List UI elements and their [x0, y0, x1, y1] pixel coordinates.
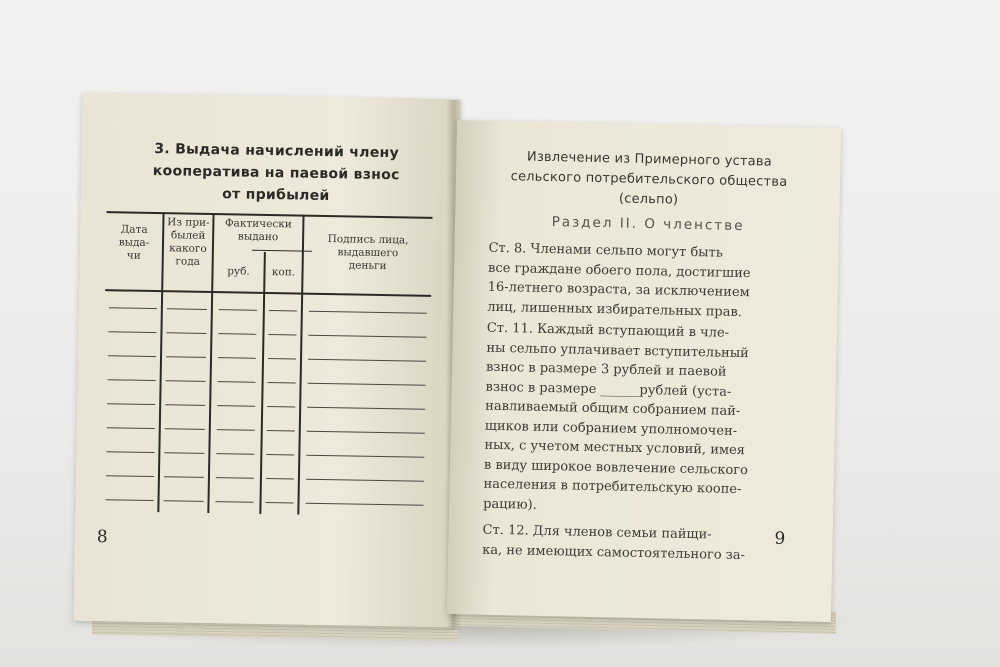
text-line: взнос в размере 3 рублей и паевой [485, 359, 727, 380]
header-text: былей [170, 229, 206, 242]
text-line: в виду широкое вовлечение сельского [483, 457, 749, 478]
page-number-right: 9 [774, 528, 786, 549]
header-text: Дата [120, 223, 148, 236]
text-line: взнос в размере ______рублей (уста- [485, 379, 732, 400]
blank-entry-line [307, 407, 425, 410]
header-text: выда- [118, 236, 150, 249]
blank-entry-line [166, 332, 206, 334]
col-issued-header [214, 217, 302, 245]
left-page-title [121, 137, 432, 208]
text-line: лиц, лишенных избирательных прав. [487, 299, 743, 320]
blank-entry-line [109, 307, 157, 309]
header-text: Из при- [167, 216, 210, 229]
text-line: Ст. 11. Каждый вступающий в чле- [486, 320, 730, 341]
header-text: года [175, 255, 201, 268]
blank-entry-line [218, 357, 256, 359]
blank-entry-line [107, 403, 155, 405]
article-11 [483, 319, 809, 521]
blank-entry-line [106, 475, 154, 477]
left-page [73, 93, 460, 628]
page-number-left: 8 [96, 527, 108, 548]
blank-entry-line [106, 451, 154, 453]
blank-entry-line [106, 499, 154, 501]
blank-entry-line [267, 406, 295, 407]
col-signature-header [304, 233, 433, 274]
right-title-line: Извлечение из Примерного устава [526, 149, 773, 170]
blank-entry-line [167, 308, 207, 310]
header-text: Подпись лица, [327, 233, 409, 247]
blank-entry-line [108, 355, 156, 357]
blank-entry-line [305, 503, 423, 506]
blank-entry-line [164, 452, 204, 454]
article-8 [487, 239, 811, 324]
col-rub-header: руб. [227, 265, 250, 278]
blank-entry-line [219, 309, 257, 311]
right-page-title [483, 147, 814, 214]
text-line: щиков или собранием уполномочен- [484, 418, 738, 439]
blank-entry-line [308, 383, 426, 386]
blank-entry-line [307, 431, 425, 434]
blank-entry-line [306, 479, 424, 482]
text-line: все граждане обоего пола, достигшие [487, 260, 751, 281]
right-title-line: сельского потребительского общества [510, 169, 788, 190]
header-text: деньги [348, 259, 387, 273]
blank-entry-line [216, 453, 254, 455]
col-year-header [164, 216, 213, 269]
blank-entry-line [218, 333, 256, 335]
blank-entry-line [165, 404, 205, 406]
text-line: населения в потребительскую коопе- [483, 476, 742, 498]
blank-entry-line [268, 334, 296, 335]
header-text: выдано [237, 230, 279, 244]
blank-entry-line [107, 427, 155, 429]
blank-entry-line [218, 381, 256, 383]
right-title-line: (сельпо) [618, 191, 679, 208]
text-line: навливаемый общим собранием пай- [485, 398, 741, 420]
blank-entry-line [217, 405, 255, 407]
blank-entry-line [165, 428, 205, 430]
header-text: чи [126, 249, 141, 262]
blank-entry-line [268, 382, 296, 383]
blank-entry-line [308, 359, 426, 362]
blank-entry-line [306, 455, 424, 458]
blank-entry-line [216, 477, 254, 479]
blank-entry-line [309, 311, 427, 314]
blank-entry-line [164, 476, 204, 478]
text-line: ных, с учетом местных условий, имея [484, 437, 746, 459]
text-line: ка, не имеющих самостоятельного за- [482, 542, 746, 563]
table-header-rule [105, 289, 431, 297]
left-title-line: от прибылей [222, 186, 330, 205]
left-title-line: 3. Выдача начислений члену [154, 141, 400, 162]
blank-entry-line [269, 310, 297, 311]
col-date-header [106, 223, 163, 263]
blank-entry-line [166, 356, 206, 358]
text-line: рацию). [483, 496, 537, 513]
blank-entry-line [268, 358, 296, 359]
blank-entry-line [108, 331, 156, 333]
section-heading: Раздел II. О членстве [551, 214, 745, 235]
text-line: 16-летнего возраста, за исключением [487, 279, 750, 301]
article-12 [482, 521, 805, 567]
blank-entry-line [266, 502, 294, 503]
col-kop-header: коп. [271, 266, 296, 279]
blank-entry-line [108, 379, 156, 381]
header-text: Фактически [224, 217, 292, 231]
blank-entry-line [266, 478, 294, 479]
blank-entry-line [266, 454, 294, 455]
blank-entry-line [216, 501, 254, 503]
blank-entry-line [267, 430, 295, 431]
blank-entry-line [217, 429, 255, 431]
text-line: Ст. 8. Членами сельпо могут быть [488, 240, 724, 261]
left-title-line: кооператива на паевой взнос [152, 162, 400, 184]
payout-table [101, 211, 432, 517]
header-text: выдавшего [337, 246, 399, 260]
header-text: какого [169, 242, 207, 255]
blank-entry-line [164, 500, 204, 502]
blank-entry-line [308, 335, 426, 338]
text-line: ны сельпо уплачивает вступительный [486, 340, 749, 361]
blank-entry-line [166, 380, 206, 382]
text-line: Ст. 12. Для членов семьи пайщи- [482, 522, 712, 543]
right-page [447, 120, 841, 622]
